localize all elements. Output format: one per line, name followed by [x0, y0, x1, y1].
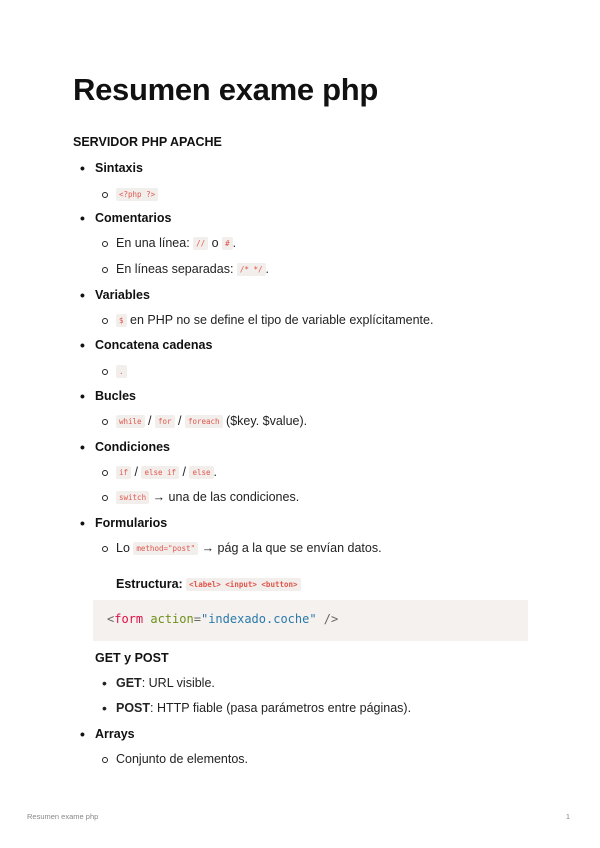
sub-variables [116, 313, 433, 327]
bullet-variables: • Variables [95, 288, 150, 302]
code-php-tag: <?php ?> [116, 188, 158, 201]
code-block [93, 600, 528, 641]
text: . [232, 236, 237, 250]
text: / [131, 465, 142, 479]
getpost-heading: GET y POST [95, 651, 169, 665]
footer-title: Resumen exame php [27, 812, 99, 821]
sub-condiciones-switch [116, 490, 299, 504]
sub-concatena [116, 364, 127, 378]
text: / [174, 414, 185, 428]
code-if: if [116, 466, 131, 479]
text: o [208, 236, 223, 250]
text: : URL visible. [141, 676, 215, 690]
page-number: 1 [565, 812, 570, 821]
sub-formularios-method [116, 541, 382, 555]
text: → una de las condiciones. [149, 490, 300, 504]
code-attr: action [150, 612, 194, 626]
text: . [265, 262, 269, 276]
code-tag: form [114, 612, 144, 626]
bullet-get [116, 676, 215, 690]
text: → pág a la que se envían datos. [198, 541, 382, 555]
sub-arrays: Conjunto de elementos. [116, 752, 249, 766]
bullet-post [116, 701, 411, 715]
code-token: < [107, 612, 115, 626]
bullet-bucles: • Bucles [95, 389, 136, 403]
bullet-concatena: • Concatena cadenas [95, 338, 212, 352]
code-block-comment: /* */ [237, 263, 266, 276]
code-dot: . [116, 365, 127, 378]
code-method-post: method="post" [133, 542, 198, 555]
code-foreach: foreach [185, 415, 223, 428]
code-token: /> [316, 612, 339, 626]
sub-comentarios-linea [116, 236, 236, 250]
estructura-label: Estructura: [116, 577, 183, 591]
code-else-if: else if [141, 466, 179, 479]
text: : HTTP fiable (pasa parámetros entre páginas). [150, 701, 412, 715]
text: . [213, 465, 218, 479]
section-heading: SERVIDOR PHP APACHE [73, 135, 222, 149]
text: En una línea: [116, 236, 194, 250]
text: En líneas separadas: [116, 262, 237, 276]
bullet-condiciones: • Condiciones [95, 440, 170, 454]
code-string: "indexado.coche" [200, 612, 317, 626]
bullet-formularios: • Formularios [95, 516, 167, 530]
code-switch: switch [116, 491, 149, 504]
sub-condiciones-if [116, 465, 217, 479]
code-hash-comment: # [222, 237, 233, 250]
text: en PHP no se define el tipo de variable explícitamente. [126, 313, 434, 327]
bullet-arrays: • Arrays [95, 727, 135, 741]
code-dollar: $ [116, 314, 127, 327]
text: Lo [116, 541, 134, 555]
code-token: = [193, 612, 201, 626]
estructura-line [116, 577, 301, 591]
code-slash-comment: // [193, 237, 208, 250]
bullet-sintaxis: • Sintaxis [95, 161, 143, 175]
code-for: for [155, 415, 175, 428]
text: ($key. $value). [222, 414, 308, 428]
get-label: GET [116, 676, 142, 690]
sub-sintaxis [116, 187, 158, 201]
code-else: else [189, 466, 213, 479]
sub-bucles [116, 414, 307, 428]
text: / [179, 465, 190, 479]
page-title: Resumen exame php [73, 72, 379, 107]
code-while: while [116, 415, 145, 428]
post-label: POST [116, 701, 151, 715]
text: / [144, 414, 155, 428]
bullet-comentarios: • Comentarios [95, 211, 171, 225]
sub-comentarios-bloque [116, 262, 269, 276]
code-estructura: <label> <input> <button> [186, 578, 300, 591]
